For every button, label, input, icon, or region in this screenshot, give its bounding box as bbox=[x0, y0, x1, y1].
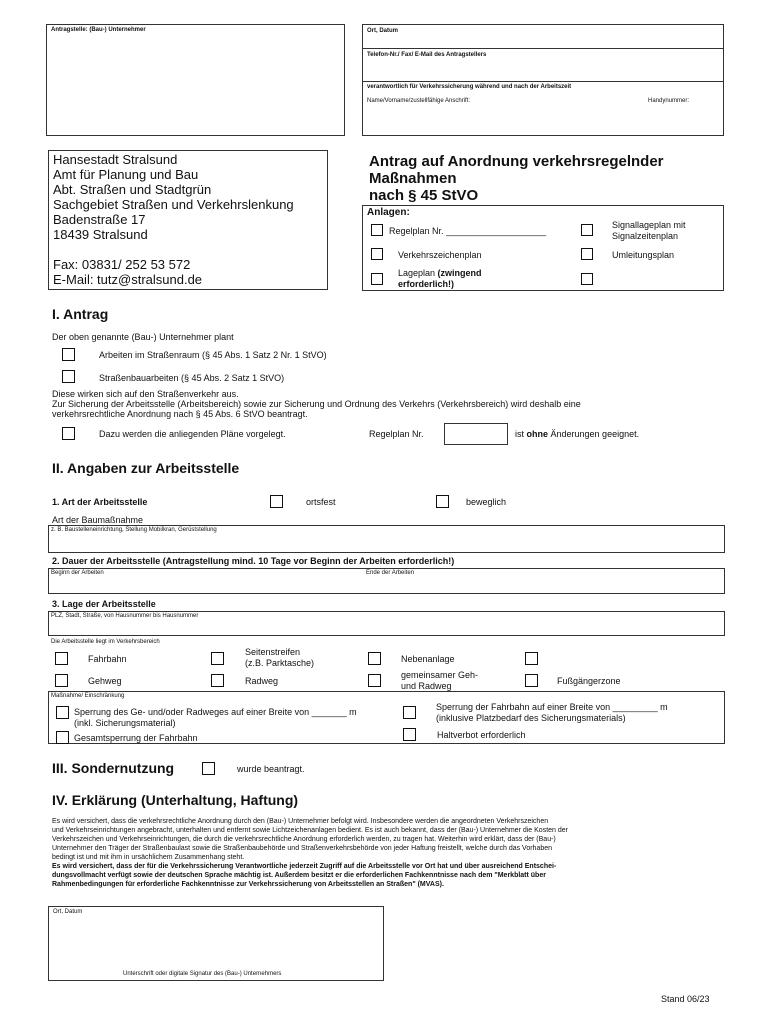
sperr-label bbox=[74, 707, 357, 729]
title-line: Antrag auf Anordnung verkehrsregelnder bbox=[369, 153, 664, 170]
opt1-label: Arbeiten im Straßenraum (§ 45 Abs. 1 Satz 2 Nr. 1 StVO) bbox=[99, 350, 327, 360]
fahrbahn-checkbox[interactable] bbox=[55, 652, 68, 665]
gem-checkbox[interactable] bbox=[368, 674, 381, 687]
signature-box[interactable] bbox=[48, 906, 384, 981]
plz-label: PLZ, Stadt, Straße, von Hausnummer bis Hausnummer bbox=[51, 613, 199, 619]
applicant-label: Antragstelle: (Bau-) Unternehmer bbox=[51, 27, 146, 33]
title-line: Maßnahmen bbox=[369, 170, 457, 187]
gehweg-label: Gehweg bbox=[88, 676, 122, 686]
email-line: E-Mail: tutz@stralsund.de bbox=[53, 272, 203, 287]
contact-label: Telefon-Nr./ Fax/ E-Mail des Antragstellers bbox=[367, 52, 487, 58]
address-block bbox=[53, 152, 294, 287]
sperr-line: (inkl. Sicherungsmaterial) bbox=[74, 718, 176, 728]
fahr-label bbox=[436, 702, 668, 724]
halt-checkbox[interactable] bbox=[403, 728, 416, 741]
gesamt-checkbox[interactable] bbox=[56, 731, 69, 744]
address-line: Amt für Planung und Bau bbox=[53, 167, 199, 182]
suitable-pre: ist bbox=[515, 429, 527, 439]
section4-heading: IV. Erklärung (Unterhaltung, Haftung) bbox=[52, 792, 299, 808]
declaration-line: und Verkehrseinrichtungen angebracht, unterhalten und entfernt sowie Lichtzeichenanlagen bedient. Es ist auch bekannt, dass der (Bau-) Unternehmer die Kosten der bbox=[52, 827, 568, 834]
regelplan-nr-label: Regelplan Nr. bbox=[369, 429, 424, 439]
address-line: 18439 Stralsund bbox=[53, 227, 148, 242]
text-line: Zur Sicherung der Arbeitsstelle (Arbeitsbereich) sowie zur Sicherung und Ordnung des Verkehrs (Verkehrsbereich) wird deshalb eine bbox=[52, 399, 581, 409]
sperr-m-checkbox[interactable] bbox=[403, 706, 416, 719]
signature-label: Unterschrift oder digitale Signatur des (Bau-) Unternehmers bbox=[123, 971, 282, 977]
gem-label bbox=[401, 670, 478, 692]
declaration-text bbox=[52, 817, 732, 889]
lageplan-checkbox[interactable] bbox=[371, 273, 383, 285]
seiten-line: (z.B. Parktasche) bbox=[245, 658, 315, 668]
suitable-bold: ohne bbox=[526, 429, 549, 439]
seiten-line: Seitenstreifen bbox=[245, 647, 301, 657]
radweg-label: Radweg bbox=[245, 676, 279, 686]
declaration-line: Unternehmer den Träger der Straßenbaulast sowie die Straßenbaubehörde und Straßenverkehrsbehörde von jeder Haftung freistellt, welche durch das Vorhaben bbox=[52, 845, 553, 852]
restriction-label: Maßnahme/ Einschränkung bbox=[51, 693, 125, 699]
fixed-label: ortsfest bbox=[306, 497, 336, 507]
extra-checkbox[interactable] bbox=[581, 273, 593, 285]
declaration-bold-line: Rahmenbedingungen für erforderliche Fachkenntnisse zur Verkehrssicherung von Arbeitsstellen an Straßen" (MVAS). bbox=[52, 881, 444, 888]
declaration-line: bedingt ist und mit ihm in ursächlichem Zusammenhang steht. bbox=[52, 854, 245, 861]
gem-line: und Radweg bbox=[401, 681, 452, 691]
extra-area-checkbox[interactable] bbox=[525, 652, 538, 665]
art-label: 1. Art der Arbeitsstelle bbox=[52, 497, 148, 507]
neben-checkbox[interactable] bbox=[368, 652, 381, 665]
sondernutzung-label: wurde beantragt. bbox=[237, 764, 305, 774]
text-line: Diese wirken sich auf den Straßenverkehr aus. bbox=[52, 389, 239, 399]
regelplan-checkbox[interactable] bbox=[371, 224, 383, 236]
gem-line: gemeinsamer Geh- bbox=[401, 670, 479, 680]
fuss-label: Fußgängerzone bbox=[557, 676, 621, 686]
form-title bbox=[369, 153, 664, 204]
declaration-bold-line: dungsvollmacht verfügt sowie der deutschen Sprache mächtig ist. Außerdem besitzt er die erforderlichen Fachkenntnisse nach dem "Merkblatt über bbox=[52, 872, 546, 879]
plans-checkbox[interactable] bbox=[62, 427, 75, 440]
fuss-checkbox[interactable] bbox=[525, 674, 538, 687]
umleitung-checkbox[interactable] bbox=[581, 248, 593, 260]
sperr-checkbox[interactable] bbox=[56, 706, 69, 719]
zeichenplan-checkbox[interactable] bbox=[371, 248, 383, 260]
address-line: Abt. Straßen und Stadtgrün bbox=[53, 182, 212, 197]
signal-label-line: Signalzeitenplan bbox=[612, 231, 679, 241]
signal-label-line: Signallageplan mit bbox=[612, 220, 686, 230]
declaration-line: Verkehrszeichen und Verkehrseinrichtungen, die durch die verkehrsrechtliche Anordnung erforderlich werden, zu tragen hat. Weiterhin wird erklärt, dass der (Bau-) bbox=[52, 836, 556, 843]
duration-label: 2. Dauer der Arbeitsstelle (Antragstellung mind. 10 Tage vor Beginn der Arbeiten erforderlich!) bbox=[52, 556, 455, 566]
lageplan-bold-line: erforderlich!) bbox=[398, 279, 455, 289]
address-line: Hansestadt Stralsund bbox=[53, 152, 178, 167]
address-line: Sachgebiet Straßen und Verkehrslenkung bbox=[53, 197, 294, 212]
sondernutzung-checkbox[interactable] bbox=[202, 762, 215, 775]
signal-label bbox=[612, 220, 686, 242]
suitable-label bbox=[515, 429, 639, 440]
end-label: Ende der Arbeiten bbox=[366, 570, 415, 576]
fixed-checkbox[interactable] bbox=[270, 495, 283, 508]
opt2-checkbox[interactable] bbox=[62, 370, 75, 383]
gesamt-label: Gesamtsperrung der Fahrbahn bbox=[74, 733, 198, 743]
halt-label: Haltverbot erforderlich bbox=[437, 730, 526, 740]
fahr-line: Sperrung der Fahrbahn auf einer Breite von _________ m bbox=[436, 702, 668, 712]
signature-place-date: Ort, Datum bbox=[53, 909, 83, 915]
lageplan-bold: (zwingend bbox=[437, 268, 482, 278]
area-label: Die Arbeitsstelle liegt im Verkehrsbereich bbox=[51, 639, 160, 645]
mobile-checkbox[interactable] bbox=[436, 495, 449, 508]
name-label: Name/Vorname/zustellfähige Anschrift: bbox=[367, 98, 471, 104]
measure-hint: z. B. Baustelleneinrichtung, Stellung Mobilkran, Gerüststellung bbox=[51, 527, 217, 533]
measure-label: Art der Baumaßnahme bbox=[52, 515, 144, 525]
umleitung-label: Umleitungsplan bbox=[612, 250, 675, 260]
text-line: verkehrsrechtliche Anordnung nach § 45 Abs. 6 StVO beantragt. bbox=[52, 409, 308, 419]
applicant-box[interactable] bbox=[46, 24, 345, 136]
zeichenplan-label: Verkehrszeichenplan bbox=[398, 250, 482, 260]
lageplan-label bbox=[398, 268, 482, 290]
regelplan-label: Regelplan Nr. ____________________ bbox=[389, 226, 547, 236]
seiten-label bbox=[245, 647, 314, 669]
regelplan-nr-input[interactable] bbox=[444, 423, 508, 445]
section3-heading: III. Sondernutzung bbox=[52, 760, 175, 776]
opt2-label: Straßenbauarbeiten (§ 45 Abs. 2 Satz 1 StVO) bbox=[99, 373, 285, 383]
title-line: nach § 45 StVO bbox=[369, 187, 479, 204]
section1-heading: I. Antrag bbox=[52, 306, 109, 322]
fahr-line: (inklusive Platzbedarf des Sicherungsmaterials) bbox=[436, 713, 626, 723]
begin-label: Beginn der Arbeiten bbox=[51, 570, 104, 576]
section1-text bbox=[52, 389, 581, 419]
radweg-checkbox[interactable] bbox=[211, 674, 224, 687]
declaration-bold-line: Es wird versichert, dass der für die Verkehrssicherung Verantwortliche jederzeit Zugriff auf die Arbeitsstelle vor Ort hat und über ausreichend Entschei- bbox=[52, 863, 557, 870]
divider bbox=[362, 48, 724, 49]
attachments-heading: Anlagen: bbox=[367, 207, 410, 218]
plans-label: Dazu werden die anliegenden Pläne vorgelegt. bbox=[99, 429, 286, 439]
opt1-checkbox[interactable] bbox=[62, 348, 75, 361]
sperr-line: Sperrung des Ge- und/oder Radweges auf einer Breite von _______ m bbox=[74, 707, 357, 717]
signal-checkbox[interactable] bbox=[581, 224, 593, 236]
fax-line: Fax: 03831/ 252 53 572 bbox=[53, 257, 191, 272]
gehweg-checkbox[interactable] bbox=[55, 674, 68, 687]
neben-label: Nebenanlage bbox=[401, 654, 455, 664]
responsible-label: verantwortlich für Verkehrssicherung während und nach der Arbeitszeit bbox=[367, 84, 572, 90]
location-label: 3. Lage der Arbeitsstelle bbox=[52, 599, 156, 609]
divider bbox=[362, 81, 724, 82]
suitable-post: Änderungen geeignet. bbox=[548, 429, 640, 439]
lageplan-text: Lageplan bbox=[398, 268, 438, 278]
mobile-label: Handynummer: bbox=[648, 98, 690, 104]
place-date-label: Ort, Datum bbox=[367, 28, 399, 34]
contact-box[interactable] bbox=[362, 24, 724, 136]
address-line: Badenstraße 17 bbox=[53, 212, 146, 227]
section2-heading: II. Angaben zur Arbeitsstelle bbox=[52, 460, 240, 476]
declaration-line: Es wird versichert, dass die verkehrsrechtliche Anordnung durch den (Bau-) Unternehmer befolgt wird. Insbesondere werden die angeordneten Verkehrszeichen bbox=[52, 818, 549, 825]
fahrbahn-label: Fahrbahn bbox=[88, 654, 127, 664]
seiten-checkbox[interactable] bbox=[211, 652, 224, 665]
section1-intro: Der oben genannte (Bau-) Unternehmer plant bbox=[52, 332, 234, 342]
stand-label: Stand 06/23 bbox=[661, 994, 710, 1004]
mobile-label: beweglich bbox=[466, 497, 507, 507]
